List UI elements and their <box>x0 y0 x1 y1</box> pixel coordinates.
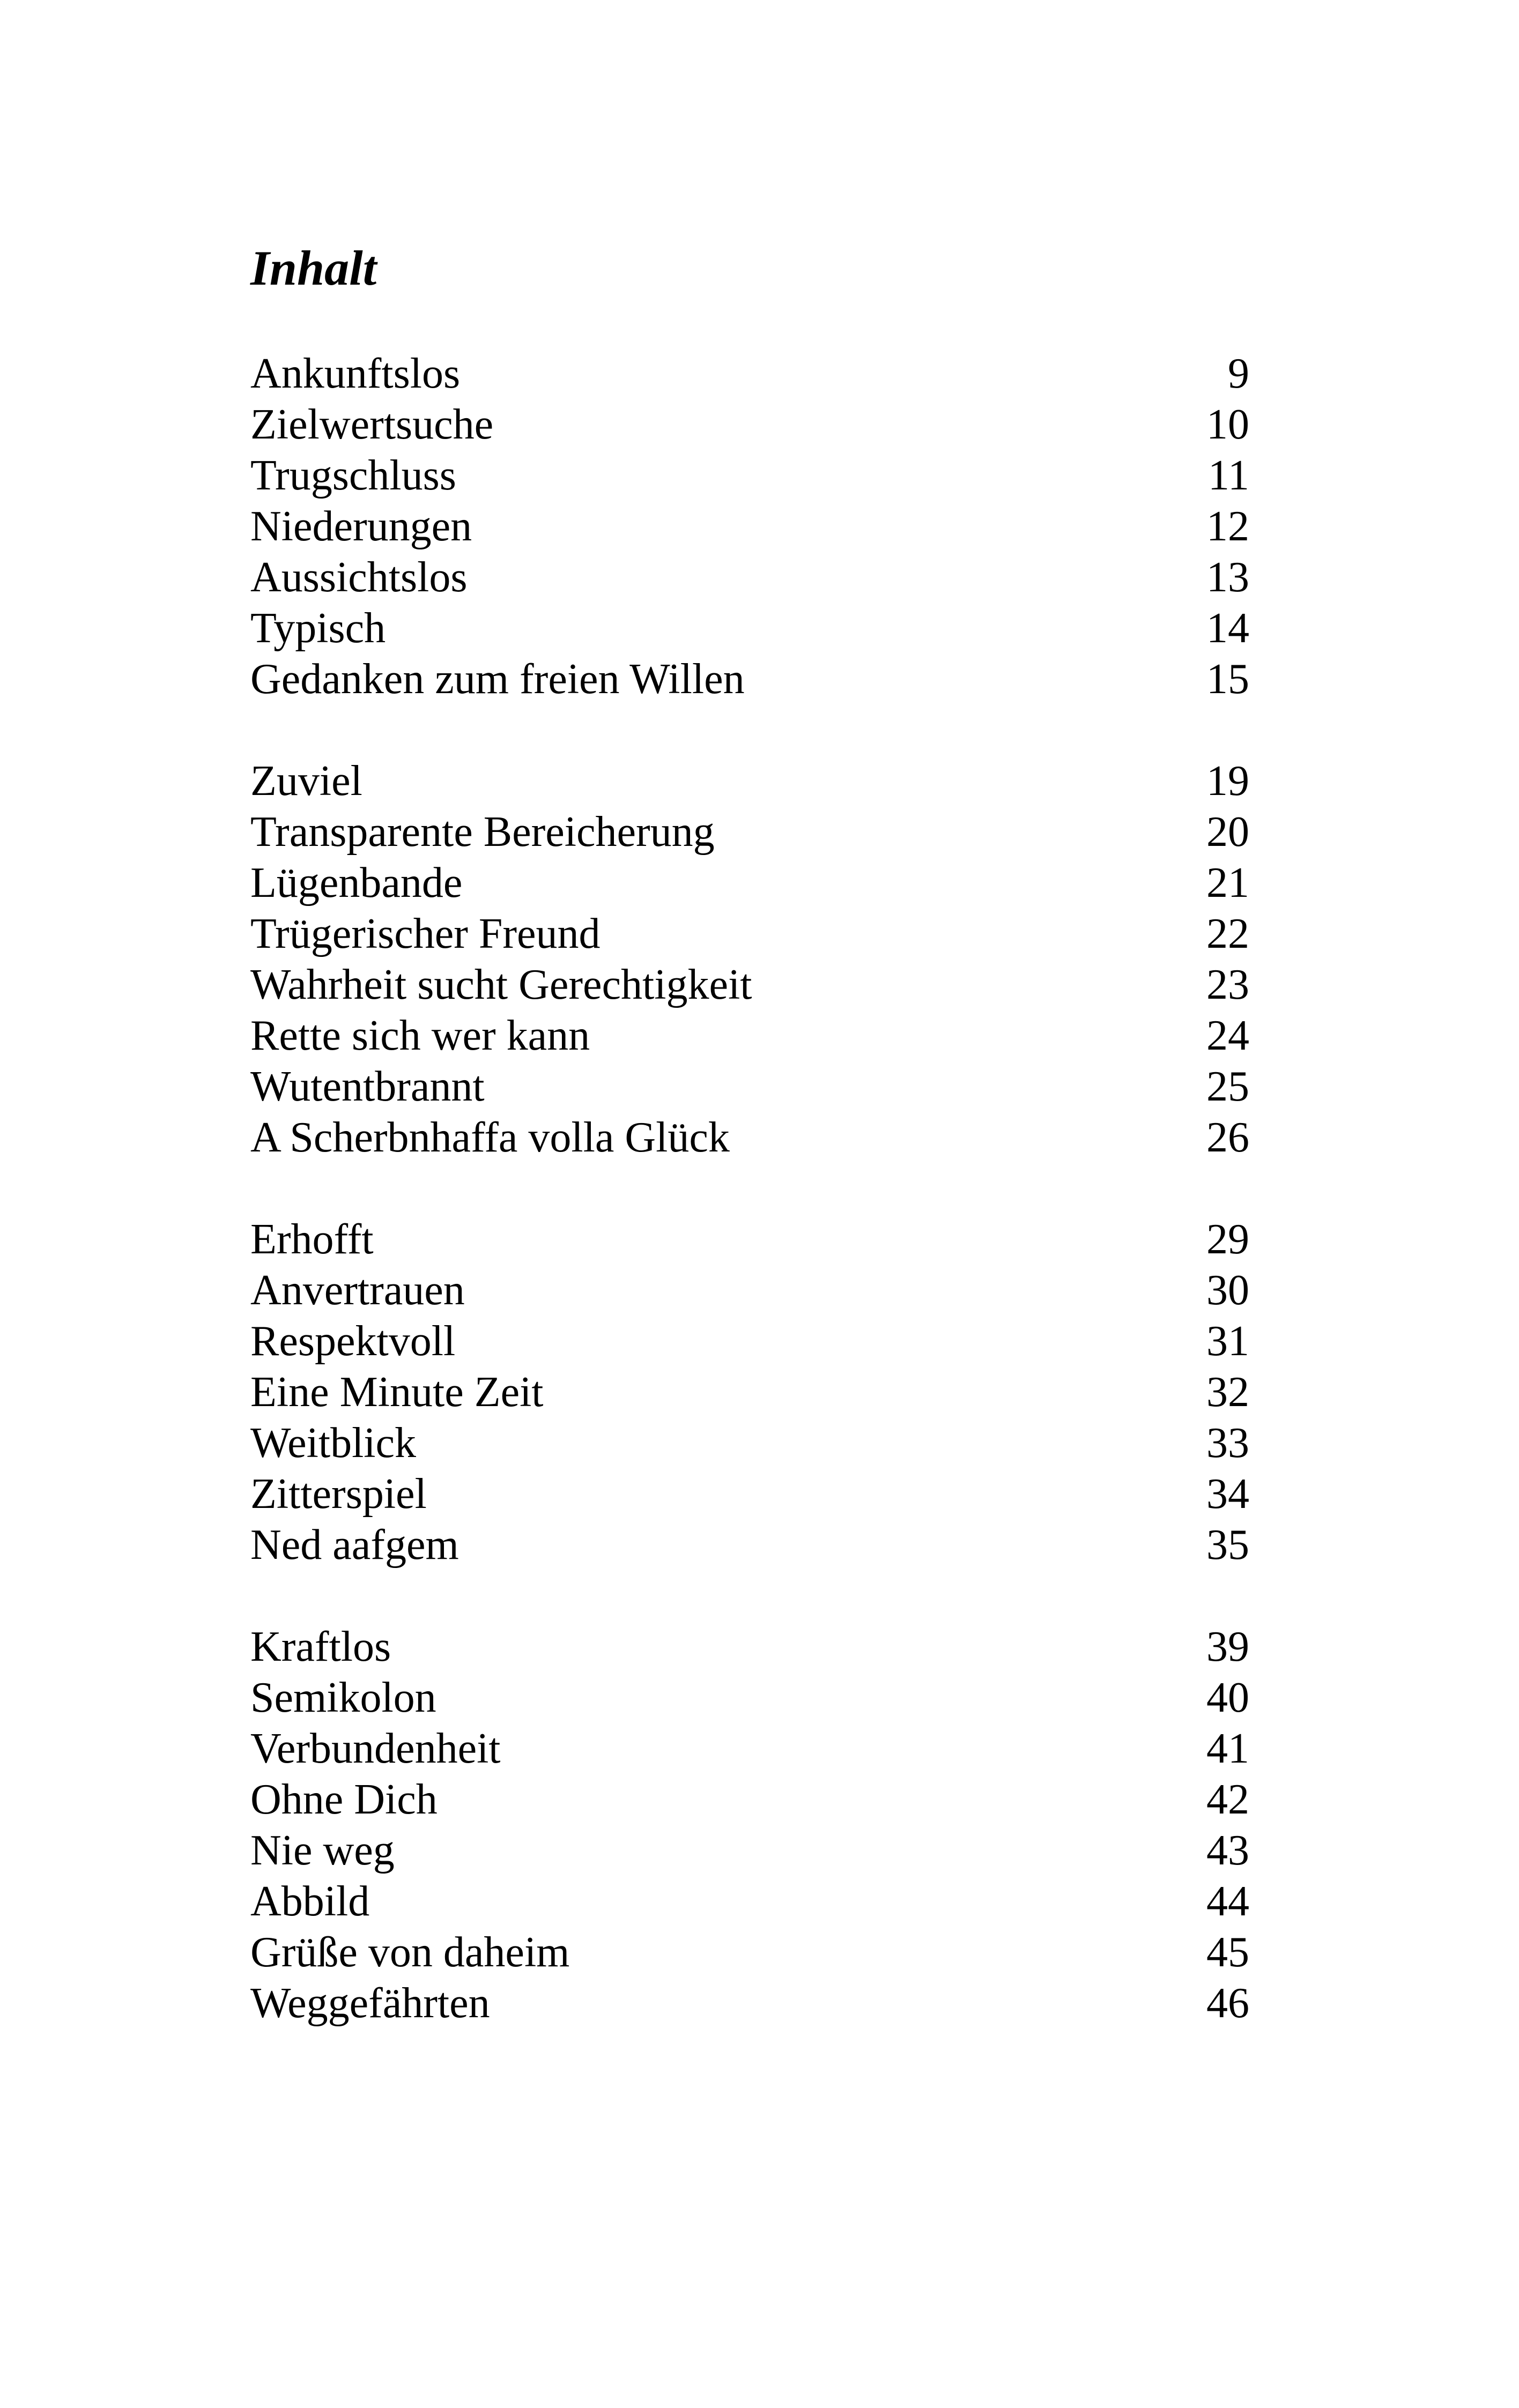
toc-entry-page-number: 25 <box>1206 1063 1249 1110</box>
toc-entry <box>250 1774 1249 1825</box>
toc-entry-page-number: 34 <box>1206 1470 1249 1518</box>
toc-entry-page-number: 10 <box>1206 401 1249 448</box>
toc-entry-page-number: 21 <box>1206 859 1249 906</box>
toc-entry-page-number: 12 <box>1206 503 1249 550</box>
toc-entry-page-number: 30 <box>1206 1267 1249 1314</box>
toc-entry <box>250 1876 1249 1927</box>
toc-entry-title: Zielwertsuche <box>250 401 494 448</box>
toc-entry <box>250 1978 1249 2029</box>
toc-entry <box>250 1927 1249 1978</box>
toc-entry <box>250 450 1249 501</box>
toc-entry-title: Nie weg <box>250 1827 395 1874</box>
toc-entry-title: A Scherbnhaffa volla Glück <box>250 1114 730 1161</box>
toc-entry-title: Weggefährten <box>250 1980 490 2027</box>
toc-entry <box>250 1723 1249 1774</box>
toc-entry-title: Niederungen <box>250 503 472 550</box>
toc-entry-page-number: 42 <box>1206 1776 1249 1823</box>
toc-entry <box>250 1367 1249 1418</box>
toc-entry-title: Trügerischer Freund <box>250 910 601 957</box>
toc-entry-page-number: 11 <box>1207 452 1249 499</box>
toc-group <box>250 348 1249 705</box>
toc-entry <box>250 1010 1249 1061</box>
toc-entry-title: Zitterspiel <box>250 1470 427 1518</box>
toc-entry-title: Typisch <box>250 605 386 652</box>
toc-entry-title: Grüße von daheim <box>250 1929 570 1976</box>
toc-entry <box>250 1214 1249 1265</box>
toc-entry-title: Kraftlos <box>250 1623 391 1670</box>
toc-entry-page-number: 14 <box>1206 605 1249 652</box>
toc-entry-page-number: 46 <box>1206 1980 1249 2027</box>
toc-entry <box>250 1418 1249 1469</box>
toc-entry-page-number: 23 <box>1206 961 1249 1008</box>
toc-entry <box>250 399 1249 450</box>
toc-group <box>250 1214 1249 1571</box>
toc-entry <box>250 807 1249 858</box>
toc-entry-page-number: 39 <box>1206 1623 1249 1670</box>
toc-entry <box>250 1316 1249 1367</box>
toc-entry-title: Ankunftslos <box>250 350 461 397</box>
toc-entry-page-number: 15 <box>1206 656 1249 703</box>
toc-entry-page-number: 29 <box>1206 1216 1249 1263</box>
toc-entry <box>250 1112 1249 1163</box>
toc-groups <box>250 348 1249 2029</box>
page-title: Inhalt <box>250 241 377 295</box>
toc-entry-title: Respektvoll <box>250 1318 456 1365</box>
toc-entry <box>250 1673 1249 1723</box>
toc-entry-title: Rette sich wer kann <box>250 1012 590 1059</box>
toc-entry <box>250 603 1249 654</box>
toc-entry <box>250 552 1249 603</box>
toc-entry-page-number: 20 <box>1206 808 1249 856</box>
toc-entry-title: Ned aafgem <box>250 1521 459 1569</box>
toc-entry-page-number: 24 <box>1206 1012 1249 1059</box>
toc-entry-title: Weitblick <box>250 1419 417 1467</box>
toc-entry-title: Ohne Dich <box>250 1776 438 1823</box>
toc-entry <box>250 1622 1249 1673</box>
toc-entry-title: Trugschluss <box>250 452 456 499</box>
toc-entry <box>250 1825 1249 1876</box>
toc-entry <box>250 1265 1249 1316</box>
toc-group <box>250 756 1249 1163</box>
toc-group <box>250 1622 1249 2029</box>
toc-entry <box>250 501 1249 552</box>
toc-entry-title: Semikolon <box>250 1674 436 1721</box>
toc-entry <box>250 1061 1249 1112</box>
toc-entry <box>250 1469 1249 1520</box>
toc-entry <box>250 1520 1249 1571</box>
toc-entry-page-number: 13 <box>1206 554 1249 601</box>
table-of-contents <box>250 241 1249 2080</box>
toc-entry-title: Eine Minute Zeit <box>250 1369 544 1416</box>
toc-entry <box>250 858 1249 909</box>
toc-entry-title: Aussichtslos <box>250 554 468 601</box>
toc-entry <box>250 654 1249 705</box>
toc-entry-page-number: 9 <box>1228 350 1249 397</box>
toc-entry-title: Zuviel <box>250 757 362 805</box>
toc-entry <box>250 348 1249 399</box>
toc-entry-title: Abbild <box>250 1878 370 1925</box>
toc-entry-title: Wahrheit sucht Gerechtigkeit <box>250 961 752 1008</box>
toc-entry-page-number: 41 <box>1206 1725 1249 1772</box>
toc-entry-page-number: 44 <box>1206 1878 1249 1925</box>
toc-entry-page-number: 26 <box>1206 1114 1249 1161</box>
toc-entry-page-number: 32 <box>1206 1369 1249 1416</box>
toc-entry <box>250 756 1249 807</box>
toc-entry-title: Transparente Bereicherung <box>250 808 715 856</box>
toc-entry-page-number: 45 <box>1206 1929 1249 1976</box>
toc-entry-page-number: 33 <box>1206 1419 1249 1467</box>
toc-entry <box>250 909 1249 960</box>
toc-entry-page-number: 22 <box>1206 910 1249 957</box>
toc-entry-page-number: 43 <box>1206 1827 1249 1874</box>
toc-entry-title: Wutentbrannt <box>250 1063 485 1110</box>
toc-entry-title: Verbundenheit <box>250 1725 501 1772</box>
toc-entry-page-number: 31 <box>1206 1318 1249 1365</box>
toc-entry-page-number: 19 <box>1206 757 1249 805</box>
toc-entry-page-number: 40 <box>1206 1674 1249 1721</box>
toc-entry-title: Anvertrauen <box>250 1267 465 1314</box>
toc-entry-title: Gedanken zum freien Willen <box>250 656 745 703</box>
toc-entry <box>250 960 1249 1010</box>
toc-entry-title: Lügenbande <box>250 859 463 906</box>
toc-entry-title: Erhofft <box>250 1216 374 1263</box>
toc-entry-page-number: 35 <box>1206 1521 1249 1569</box>
